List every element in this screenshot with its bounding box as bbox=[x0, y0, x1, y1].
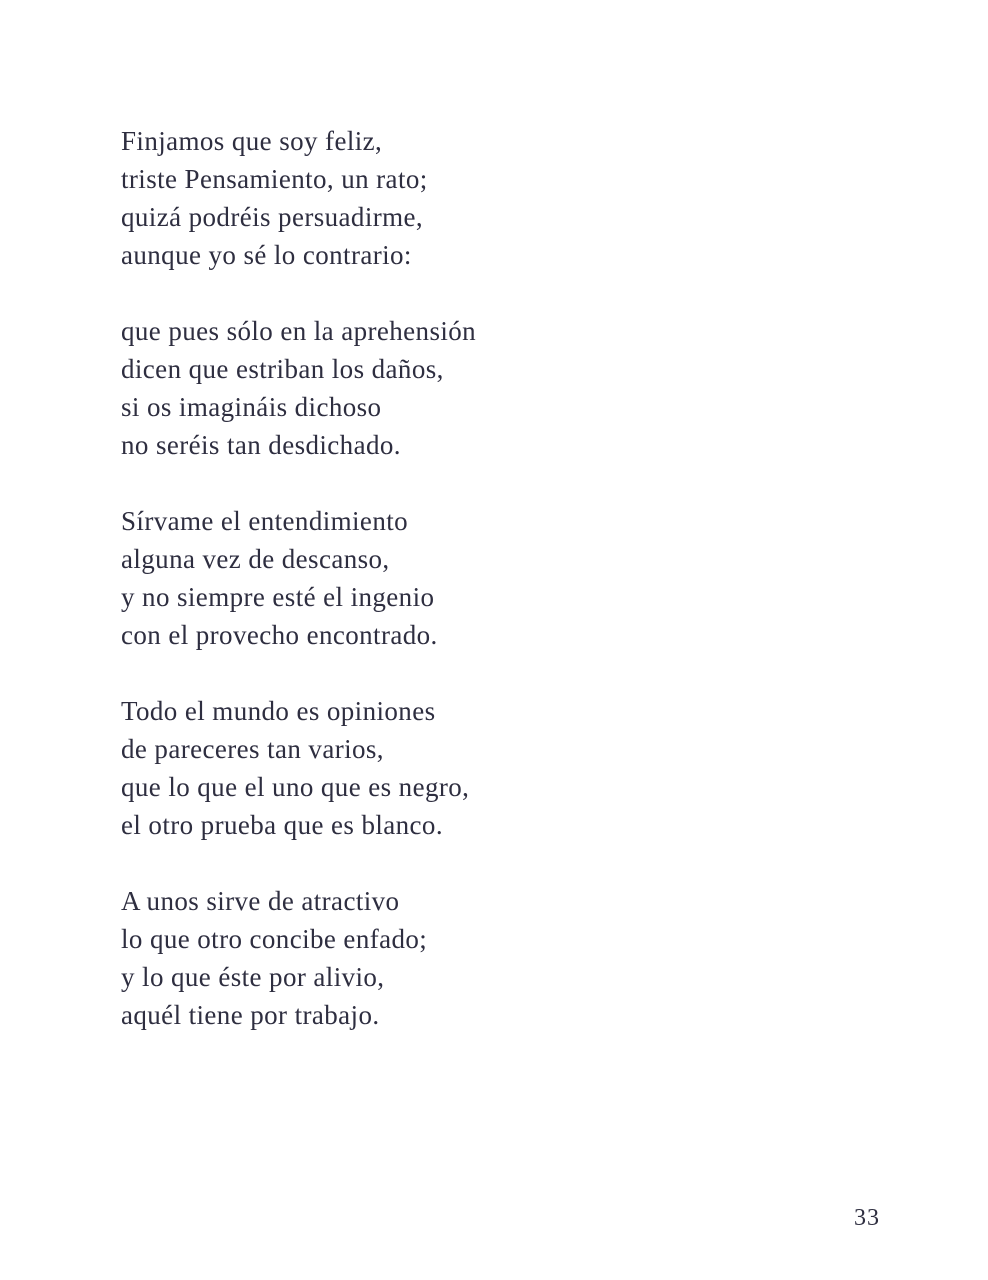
poem-line: que lo que el uno que es negro, bbox=[121, 772, 470, 802]
stanza-4 bbox=[121, 692, 476, 844]
poem-line: no seréis tan desdichado. bbox=[121, 430, 401, 460]
poem-line: de pareceres tan varios, bbox=[121, 734, 384, 764]
poem-line: Todo el mundo es opiniones bbox=[121, 696, 436, 726]
poem-line: si os imagináis dichoso bbox=[121, 392, 382, 422]
poem-line: dicen que estriban los daños, bbox=[121, 354, 444, 384]
stanza-2 bbox=[121, 312, 476, 464]
poem-line: quizá podréis persuadirme, bbox=[121, 202, 424, 232]
poem-line: que pues sólo en la aprehensión bbox=[121, 316, 477, 346]
poem-line: lo que otro concibe enfado; bbox=[121, 924, 428, 954]
poem-line: el otro prueba que es blanco. bbox=[121, 810, 443, 840]
poem-line: y lo que éste por alivio, bbox=[121, 962, 385, 992]
poem bbox=[121, 122, 476, 1072]
stanza-5 bbox=[121, 882, 476, 1034]
poem-line: y no siempre esté el ingenio bbox=[121, 582, 435, 612]
poem-line: aunque yo sé lo contrario: bbox=[121, 240, 412, 270]
stanza-3 bbox=[121, 502, 476, 654]
poem-line: A unos sirve de atractivo bbox=[121, 886, 400, 916]
poem-line: Sírvame el entendimiento bbox=[121, 506, 409, 536]
stanza-1 bbox=[121, 122, 476, 274]
poem-line: triste Pensamiento, un rato; bbox=[121, 164, 428, 194]
poem-line: aquél tiene por trabajo. bbox=[121, 1000, 380, 1030]
poem-line: Finjamos que soy feliz, bbox=[121, 126, 383, 156]
poem-line: alguna vez de descanso, bbox=[121, 544, 390, 574]
page-number: 33 bbox=[854, 1205, 880, 1231]
poem-line: con el provecho encontrado. bbox=[121, 620, 438, 650]
